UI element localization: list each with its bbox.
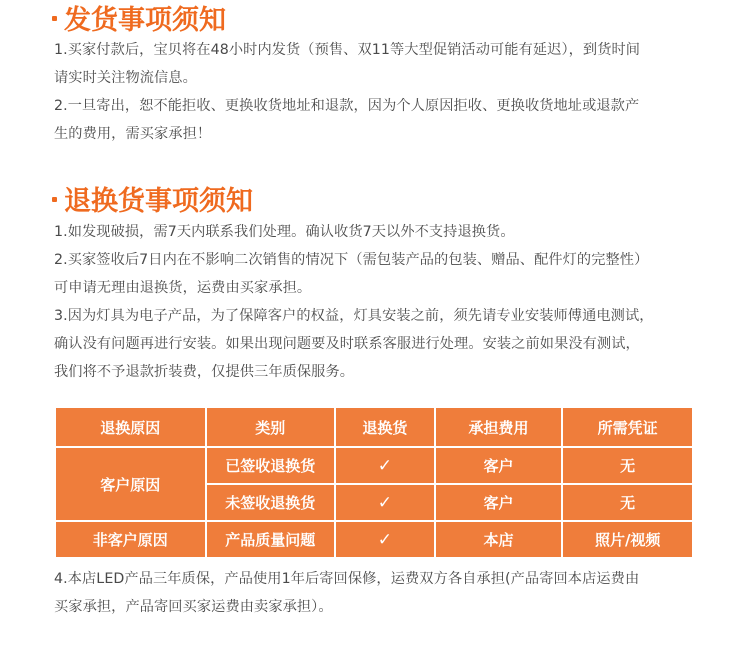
- returns-title: 退换货事项须知: [52, 185, 253, 219]
- returns-line: 可申请无理由退换货，运费由买家承担。: [54, 280, 312, 296]
- cell-proof: 无: [562, 447, 693, 484]
- shipping-notes: [54, 36, 714, 148]
- shipping-line: 请实时关注物流信息。: [54, 70, 197, 86]
- footnote-line: 买家承担，产品寄回买家运费由卖家承担）。: [54, 599, 333, 615]
- bullet-dot-icon: [52, 16, 57, 21]
- returns-line: 1.如发现破损，需7天内联系我们处理。确认收货7天以外不支持退换货。: [54, 224, 515, 240]
- table-header-row: [55, 407, 693, 447]
- footnote-line: 4.本店LED产品三年质保，产品使用1年后寄回保修，运费双方各自承担(产品寄回本店运费由: [54, 571, 640, 587]
- cell-category: 产品质量问题: [206, 521, 336, 558]
- check-icon: ✓: [335, 447, 435, 484]
- cell-category: 未签收退换货: [206, 484, 336, 521]
- cell-reason: 非客户原因: [55, 521, 206, 558]
- shipping-line: 2.一旦寄出，恕不能拒收、更换收货地址和退款，因为个人原因拒收、更换收货地址或退款产: [54, 98, 640, 114]
- returns-line: 我们将不予退款折装费，仅提供三年质保服务。: [54, 364, 355, 380]
- cell-cost: 本店: [435, 521, 563, 558]
- check-icon: ✓: [335, 521, 435, 558]
- returns-line: 3.因为灯具为电子产品，为了保障客户的权益，灯具安装之前，须先请专业安装师傅通电测试，: [54, 308, 654, 324]
- cell-proof: 照片/视频: [562, 521, 693, 558]
- cell-category: 已签收退换货: [206, 447, 336, 484]
- shipping-line: 1.买家付款后，宝贝将在48小时内发货（预售、双11等大型促销活动可能有延迟），到货时间: [54, 42, 641, 58]
- footnote: [54, 565, 714, 621]
- table-row: [55, 447, 693, 484]
- header-return: 退换货: [335, 407, 435, 447]
- shipping-line: 生的费用，需买家承担！: [54, 126, 212, 142]
- cell-proof: 无: [562, 484, 693, 521]
- cell-cost: 客户: [435, 447, 563, 484]
- header-proof: 所需凭证: [562, 407, 693, 447]
- returns-line: 确认没有问题再进行安装。如果出现问题要及时联系客服进行处理。安装之前如果没有测试，: [54, 336, 640, 352]
- shipping-title: 发货事项须知: [52, 4, 226, 38]
- returns-table: [54, 406, 694, 559]
- header-cost: 承担费用: [435, 407, 563, 447]
- cell-reason: 客户原因: [55, 447, 206, 521]
- returns-line: 2.买家签收后7日内在不影响二次销售的情况下（需包装产品的包装、赠品、配件灯的完整性）: [54, 252, 649, 268]
- check-icon: ✓: [335, 484, 435, 521]
- returns-notes: [54, 218, 714, 386]
- bullet-dot-icon: [52, 197, 57, 202]
- header-category: 类别: [206, 407, 336, 447]
- cell-cost: 客户: [435, 484, 563, 521]
- header-reason: 退换原因: [55, 407, 206, 447]
- table-row: [55, 521, 693, 558]
